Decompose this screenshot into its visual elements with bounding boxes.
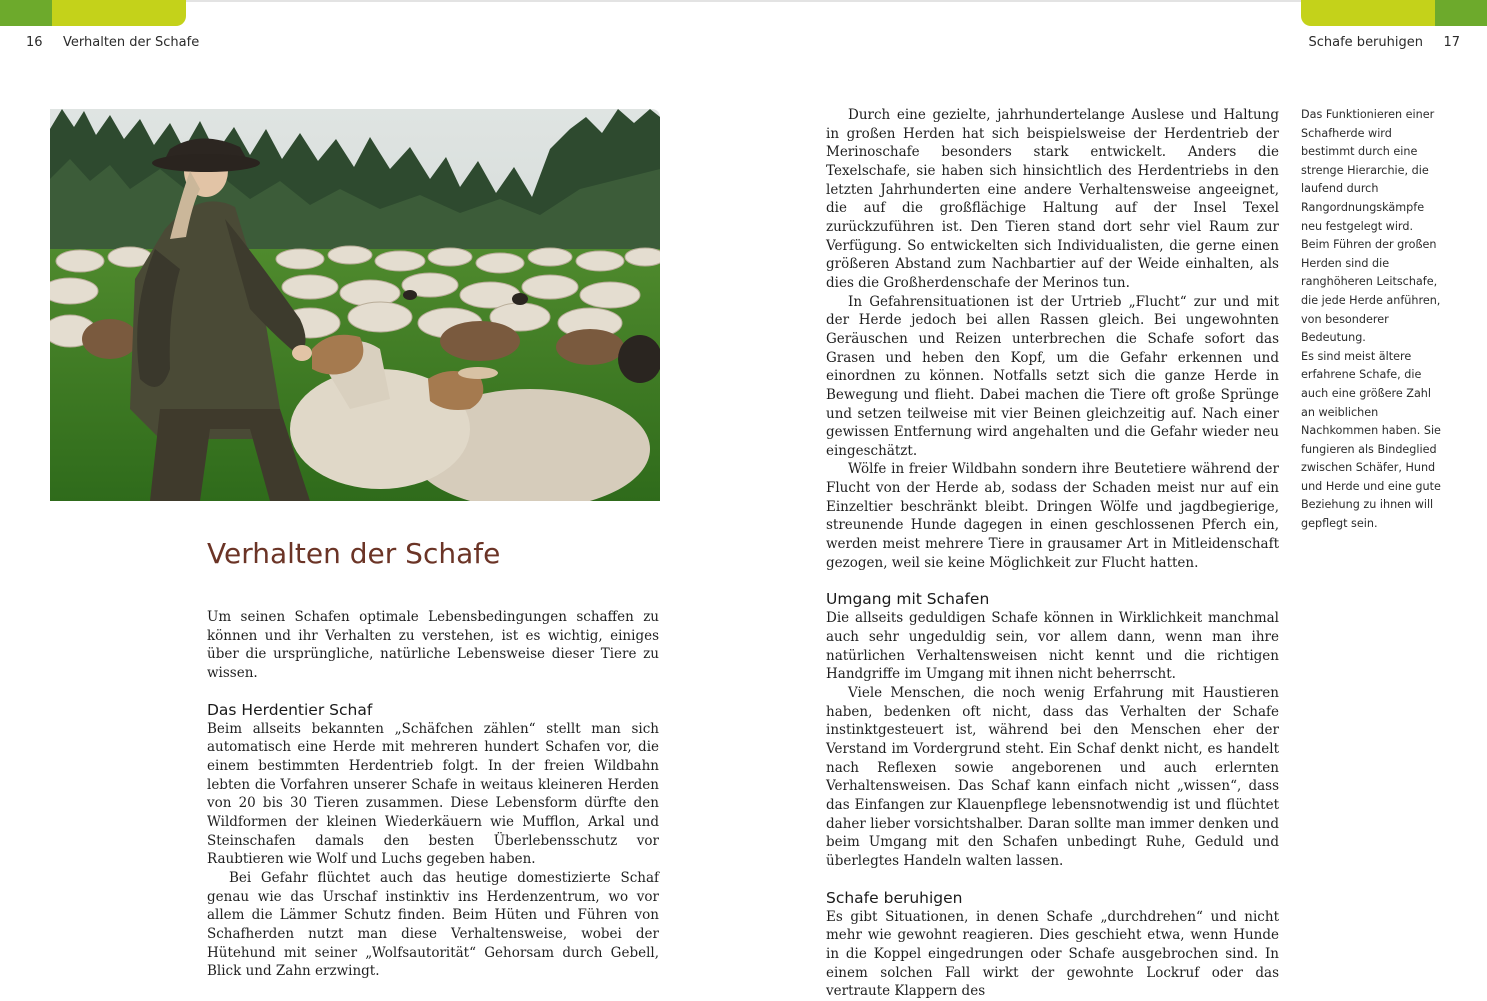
right-page-number: 17 [1443, 35, 1460, 50]
shepherd-sheep-photo [50, 109, 660, 501]
top-rule [186, 0, 1301, 2]
page-title: Verhalten der Schafe [207, 537, 501, 570]
heading-beruhigen: Schafe beruhigen [826, 888, 963, 907]
umgang-paragraph-2: Viele Menschen, die noch wenig Erfahrung mit Haustieren haben, bedenken oft nicht, dass das Verhalten der Schafe instinktgesteuert ist, während bei den Menschen eher der Verstand im Vordergrund steht. Ein Schaf denkt nicht, es handelt nach Reflexen sowie angeborenen und auch erlernten Verhaltensweisen. Das Schaf kann einfach nicht „wissen“, dass das Einfangen zur Klauenpflege lebensnotwendig ist und flüchtet daher lieber vorsichtshalber. Daran sollte man immer denken und beim Umgang mit den Schafen unbedingt Ruhe, Geduld und überlegtes Handeln walten lassen. [826, 685, 1279, 869]
heading-umgang: Umgang mit Schafen [826, 590, 990, 609]
right-green-tab [1435, 0, 1487, 26]
left-lime-tab [52, 0, 186, 26]
left-running-header: Verhalten der Schafe [63, 35, 200, 50]
right-paragraph-2: In Gefahrensituationen ist der Urtrieb „Flucht“ zur und mit der Herde jedoch bei allen Rassen gleich. Bei ungewohnten Geräuschen und Reizen unterbrechen die Schafe sofort das Grasen und heben den Kopf, um die Gefahr erkennen und einordnen zu können. Notfalls setzt sich die ganze Herde in Bewegung und flieht. Dabei machen die Tiere oft große Sprünge und setzen teilweise mit vier Beinen gleichzeitig auf. Nach einer gewissen Entfernung wird angehalten und die Gefahr wieder neu eingeschätzt. [826, 293, 1279, 459]
heading-herdentier: Das Herdentier Schaf [207, 700, 373, 719]
right-paragraph-1: Durch eine gezielte, jahrhundertelange Auslese und Haltung in großen Herden hat sich beispielsweise der Herdentrieb der Merinoschafe besonders stark entwickelt. Anders die Texelschafe, sie haben sich hinsichtlich des Herdentriebs in den letzten Jahrhunderten eine andere Verhaltensweise angeeignet, die auf die großflächige Haltung auf der Insel Texel zurückzuführen ist. Den Tieren stand dort sehr viel Raum zur Verfügung. So entwickelten sich Individualisten, die gerne einen größeren Abstand zum Nachbartier auf der Weide einhalten, als dies die Großherdenschafe der Merinos tun. [826, 107, 1279, 291]
margin-note-3: Es sind meist ältere erfahrene Schafe, die auch eine größere Zahl an weiblichen Nachkommen haben. Sie fungieren als Bindeglied zwischen Schäfer, Hund und Herde und eine gute Beziehung zu ihnen will gepflegt sein. [1301, 349, 1441, 531]
herdentier-paragraph-2: Bei Gefahr flüchtet auch das heutige domestizierte Schaf genau wie das Urschaf instinktiv ins Herdenzentrum, wo vor allem die Lämmer Schutz finden. Beim Hüten und Führen von Schafherden nutzt man diese Verhaltensweise, wobei der Hütehund mit seiner „Wolfsautorität“ Gehorsam durch Gebell, Blick und Zahn erzwingt. [207, 869, 659, 980]
left-page-number: 16 [26, 35, 43, 50]
herdentier-paragraph-1: Beim allseits bekannten „Schäfchen zählen“ stellt man sich automatisch eine Herde mit mehreren hundert Schafen vor, die einem bestimmten Herdentrieb folgt. In der freien Wildbahn lebten die Vorfahren unserer Schafe in weitaus kleineren Herden von 20 bis 30 Tieren zusammen. Diese Lebensform dürfte den Wildformen der kleinen Wiederkäuern wie Mufflon, Arkal und Steinschafen damals den besten Überlebensschutz vor Raubtieren wie Wolf und Luchs gegeben haben. [207, 720, 659, 868]
margin-note [1301, 106, 1441, 534]
left-text-column [207, 608, 659, 981]
umgang-paragraph-1: Die allseits geduldigen Schafe können in Wirklichkeit manchmal auch sehr ungeduldig sein, vor allem dann, wenn man ihre natürlichen Verhaltensweisen nicht kennt und die richtigen Handgriffe im Umgang mit ihnen nicht beherrscht. [826, 610, 1279, 683]
intro-paragraph: Um seinen Schafen optimale Lebensbedingungen schaffen zu können und ihr Verhalten zu verstehen, ist es wichtig, einiges über die ursprüngliche, natürliche Lebensweise dieser Tiere zu wissen. [207, 609, 659, 681]
margin-note-2: Beim Führen der großen Herden sind die ranghöheren Leitschafe, die jede Herde anführen, von besonderer Bedeutung. [1301, 238, 1441, 345]
right-lime-tab [1301, 0, 1435, 26]
right-text-column [826, 106, 1279, 1001]
margin-note-1: Das Funktionieren einer Schafherde wird bestimmt durch eine strenge Hierarchie, die laufend durch Rangordnungskämpfe neu festgelegt wird. [1301, 108, 1435, 233]
beruhigen-paragraph: Es gibt Situationen, in denen Schafe „durchdrehen“ und nicht mehr wie gewohnt reagieren. Dies geschieht etwa, wenn Hunde in die Koppel eingedrungen oder Schafe ausgebrochen sind. In einem solchen Fall wirkt der gewohnte Lockruf oder das vertraute Klappern des [826, 908, 1279, 1000]
right-paragraph-3: Wölfe in freier Wildbahn sondern ihre Beutetiere während der Flucht von der Herde ab, sodass der Schaden meist nur auf ein Einzeltier beschränkt bleibt. Dringen Wölfe und jagdbegierige, streunende Hunde dagegen in einen geschlossenen Pferch ein, werden meist mehrere Tiere in grausamer Art in Mitleidenschaft gezogen, weil sie keine Möglichkeit zur Flucht hatten. [826, 461, 1279, 571]
right-running-header: Schafe beruhigen [1308, 35, 1423, 50]
left-green-tab [0, 0, 52, 26]
